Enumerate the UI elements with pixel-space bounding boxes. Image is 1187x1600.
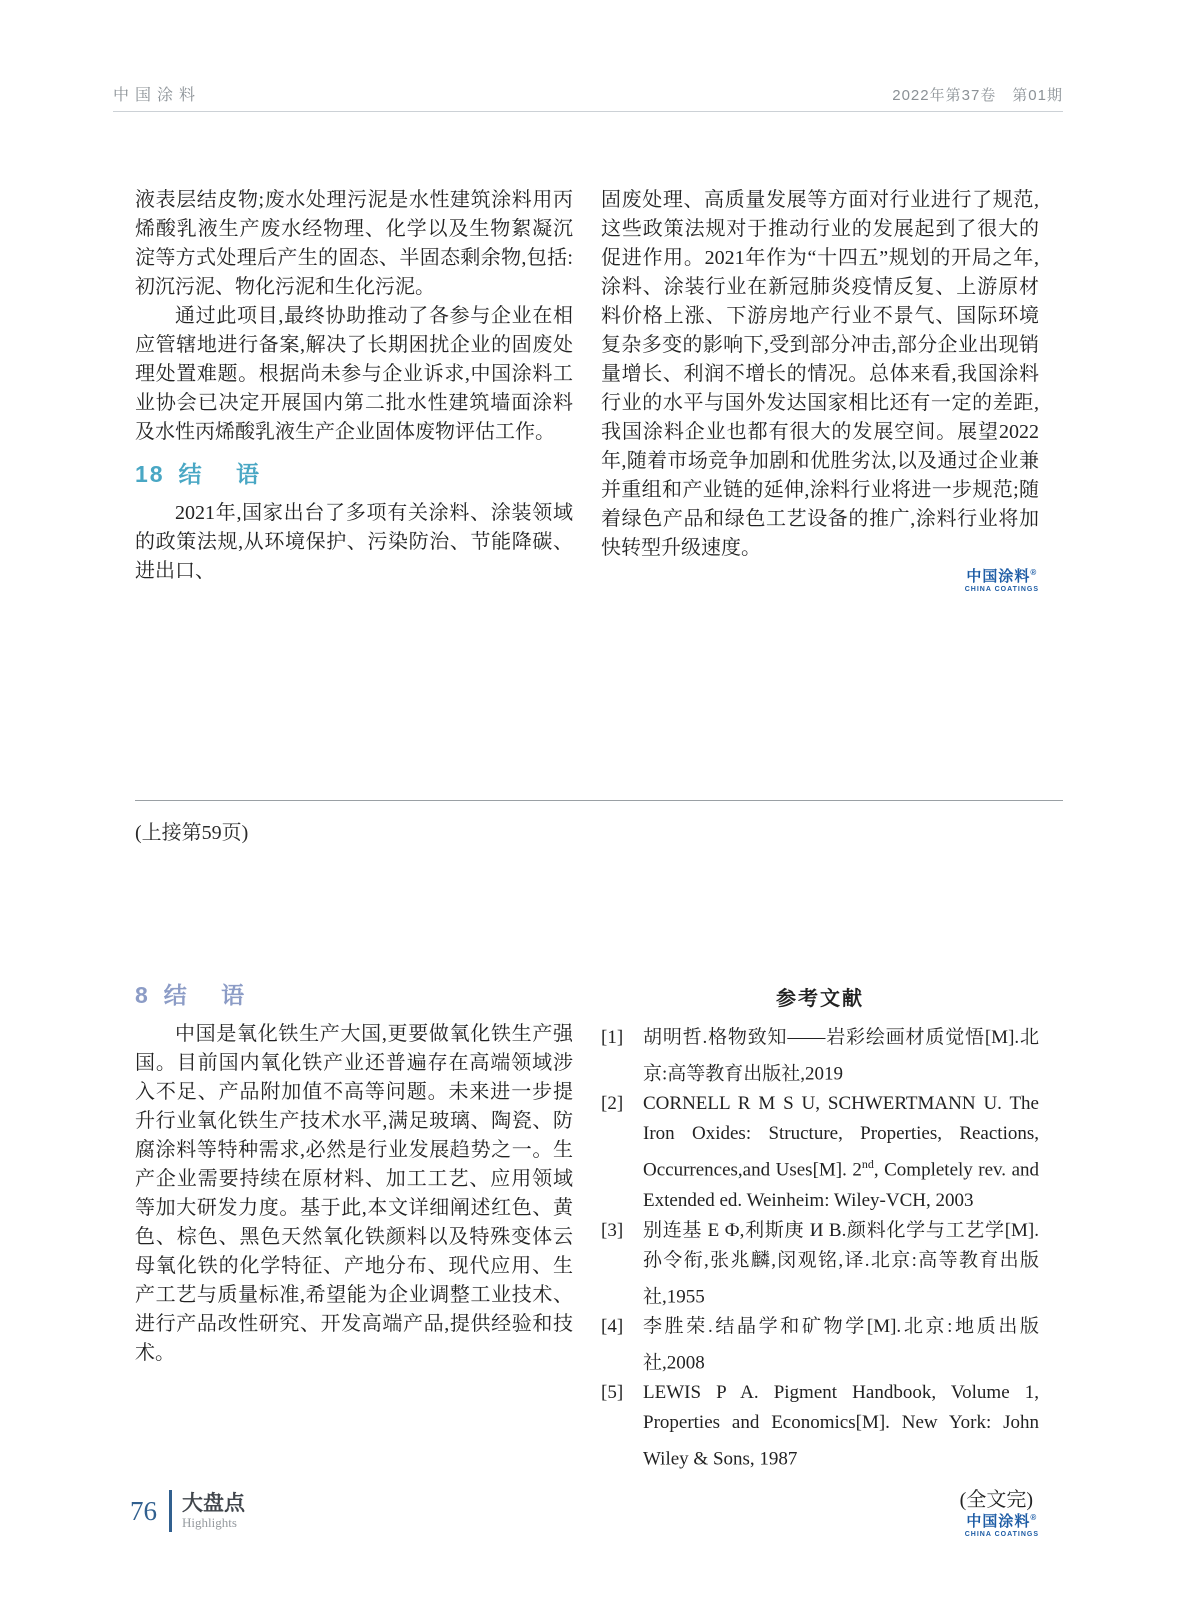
reference-item bbox=[601, 1378, 1039, 1474]
reference-text bbox=[643, 1216, 1039, 1312]
article-1-left-column bbox=[135, 186, 573, 596]
end-of-article-note: (全文完) bbox=[959, 1488, 1033, 1511]
references-title: 参考文献 bbox=[776, 988, 864, 1010]
reference-number: [5] bbox=[601, 1382, 624, 1404]
reference-text-segment: 别连基 Е Ф,利斯庚 И В.颜料化学与工艺学[M].孙令衔,张兆麟,闵观铭,译.北京:高等教育出版社,1955 bbox=[643, 1219, 1039, 1307]
logo-text-cn bbox=[965, 569, 1039, 584]
issue-info: 2022年第37卷 第01期 bbox=[892, 87, 1063, 104]
reference-item bbox=[601, 1312, 1039, 1378]
registered-mark-icon: ® bbox=[1030, 1512, 1038, 1522]
reference-text bbox=[643, 1312, 1039, 1378]
reference-superscript: nd bbox=[861, 1157, 874, 1172]
paragraph: 中国是氧化铁生产大国,更要做氧化铁生产强国。目前国内氧化铁产业还普遍存在高端领域涉入不足、产品附加值不高等问题。未来进一步提升行业氧化铁生产技术水平,满足玻璃、陶瓷、防腐涂料等特种需求,必然是行业发展趋势之一。生产企业需要持续在原材料、加工工艺、应用领域等加大研发力度。基于此,本文详细阐述红色、黄色、棕色、黑色天然氧化铁颜料以及特殊变体云母氧化铁的化学特征、产地分布、现代应用、生产工艺与质量标准,希望能为企业调整工业技术、进行产品改性研究、开发高端产品,提供经验和技术。 bbox=[135, 1023, 573, 1364]
paragraph: 固废处理、高质量发展等方面对行业进行了规范,这些政策法规对于推动行业的发展起到了很大的促进作用。2021年作为“十四五”规划的开局之年,涂料、涂装行业在新冠肺炎疫情反复、上游原材料价格上涨、下游房地产行业不景气、国际环境复杂多变的影响下,受到部分冲击,部分企业出现销量增长、利润不增长的情况。总体来看,我国涂料行业的水平与国外发达国家相比还有一定的差距,我国涂料企业也都有很大的发展空间。展望2022年,随着市场竞争加剧和优胜劣汰,以及通过企业兼并重组和产业链的延伸,涂料行业将进一步规范;随着绿色产品和绿色工艺设备的推广,涂料行业将加快转型升级速度。 bbox=[601, 189, 1039, 559]
reference-text-segment: , Completely rev. and Extended ed. Weinheim: Wiley-VCH, 2003 bbox=[643, 1159, 1039, 1211]
page-number: 76 bbox=[130, 1495, 157, 1526]
continuation-note: (上接第59页) bbox=[135, 822, 249, 844]
reference-item bbox=[601, 1216, 1039, 1312]
section-title: 结 语 bbox=[178, 461, 273, 487]
logo-text-en: CHINA COATINGS bbox=[964, 1530, 1039, 1538]
section-title: 结 语 bbox=[163, 982, 259, 1008]
article-divider bbox=[135, 800, 1063, 801]
logo-text-en: CHINA COATINGS bbox=[964, 586, 1039, 593]
article-1 bbox=[135, 186, 1039, 596]
footer-section-name: 大盘点 bbox=[182, 1491, 245, 1515]
article-1-right-column bbox=[601, 186, 1039, 596]
reference-item bbox=[601, 1089, 1039, 1215]
logo-row bbox=[601, 569, 1039, 596]
reference-number: [1] bbox=[601, 1027, 624, 1048]
header-rule bbox=[113, 111, 1063, 112]
logo-row bbox=[601, 1514, 1039, 1541]
reference-text-segment: LEWIS P A. Pigment Handbook, Volume 1, Properties and Economics[M]. New York: John Wiley & Sons, 1987 bbox=[643, 1382, 1039, 1470]
reference-text bbox=[643, 1089, 1039, 1215]
article-2-left-column bbox=[135, 980, 573, 1541]
section-heading-18 bbox=[135, 459, 573, 489]
section-number: 8 bbox=[135, 982, 150, 1008]
article-2-right-column bbox=[601, 980, 1039, 1541]
page-header bbox=[113, 82, 1063, 105]
footer-section-name-en: Highlights bbox=[182, 1514, 237, 1530]
footer-section bbox=[182, 1492, 245, 1531]
reference-item bbox=[601, 1023, 1039, 1089]
page-footer bbox=[130, 1490, 245, 1532]
logo-name: 中国涂料 bbox=[966, 568, 1031, 585]
paragraph: 液表层结皮物;废水处理污泥是水性建筑涂料用丙烯酸乳液生产废水经物理、化学以及生物絮凝沉淀等方式处理后产生的固态、半固态剩余物,包括:初沉污泥、物化污泥和生化污泥。 bbox=[135, 189, 573, 298]
paragraph: 通过此项目,最终协助推动了各参与企业在相应管辖地进行备案,解决了长期困扰企业的固废处理处置难题。根据尚未参与企业诉求,中国涂料工业协会已决定开展国内第二批水性建筑墙面涂料及水性丙烯酸乳液生产企业固体废物评估工作。 bbox=[135, 305, 573, 443]
footer-divider-bar bbox=[169, 1490, 172, 1532]
registered-mark-icon: ® bbox=[1030, 568, 1038, 577]
paragraph: 2021年,国家出台了多项有关涂料、涂装领域的政策法规,从环境保护、污染防治、节能降碳、进出口、 bbox=[135, 502, 573, 582]
china-coatings-logo bbox=[965, 569, 1039, 593]
logo-text-cn bbox=[965, 1514, 1039, 1529]
reference-number: [4] bbox=[601, 1315, 624, 1337]
reference-text-segment: CORNELL R M S U, SCHWERTMANN U. The Iron Oxides: Structure, Properties, Reactions, Occurrences,and Uses[M]. 2 bbox=[643, 1093, 1039, 1181]
reference-text bbox=[643, 1378, 1039, 1474]
section-heading-8 bbox=[135, 980, 573, 1010]
reference-text-segment: 李胜荣.结晶学和矿物学[M].北京:地质出版社,2008 bbox=[643, 1315, 1039, 1374]
journal-name: 中国涂料 bbox=[113, 87, 202, 104]
reference-number: [3] bbox=[601, 1219, 624, 1241]
reference-text-segment: 胡明哲.格物致知——岩彩绘画材质觉悟[M].北京:高等教育出版社,2019 bbox=[643, 1027, 1039, 1085]
reference-number: [2] bbox=[601, 1093, 624, 1115]
article-2 bbox=[135, 980, 1039, 1541]
logo-name: 中国涂料 bbox=[966, 1512, 1031, 1530]
china-coatings-logo bbox=[965, 1514, 1039, 1538]
section-number: 18 bbox=[135, 461, 165, 487]
reference-text bbox=[643, 1023, 1039, 1089]
